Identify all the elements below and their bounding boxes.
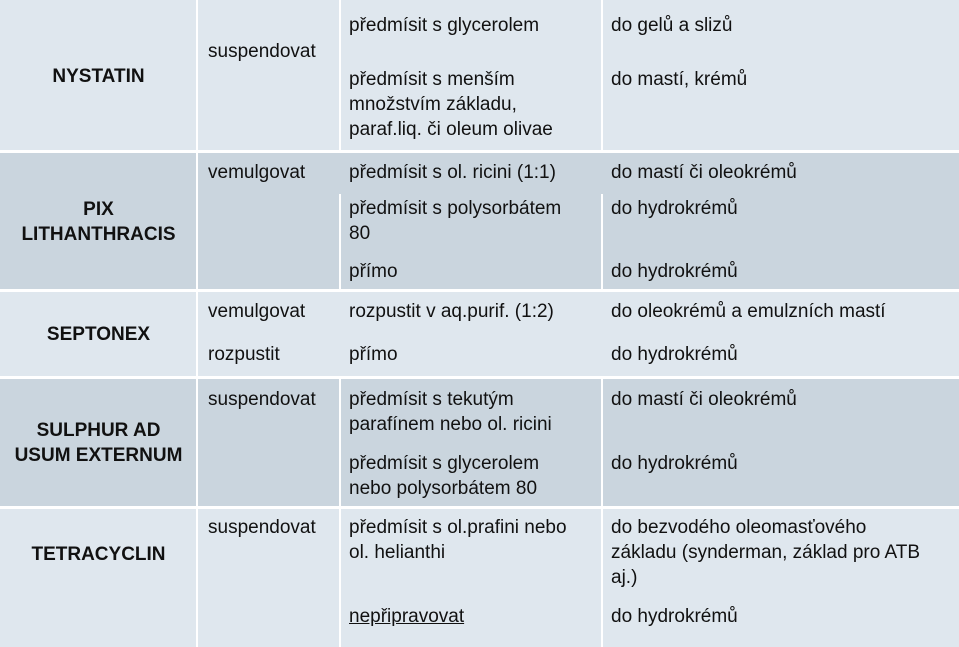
method-cell: suspendovat <box>208 389 316 410</box>
table-row <box>0 291 959 378</box>
target-cell: do hydrokrémů <box>611 344 738 365</box>
target-cell: do mastí či oleokrémů <box>611 389 797 410</box>
target-cell: do hydrokrémů <box>611 453 738 474</box>
target-cell: do gelů a slizů <box>611 15 733 36</box>
column-separator <box>339 194 341 289</box>
row-separator <box>0 289 959 292</box>
target-cell: do mastí, krémů <box>611 69 748 90</box>
technique-cell: předmísit s ol. ricini (1:1) <box>349 162 556 183</box>
table-row <box>0 378 959 508</box>
column-separator <box>196 0 198 647</box>
method-cell: vemulgovat <box>208 162 306 183</box>
drug-name: NYSTATIN <box>52 65 145 87</box>
drug-name: PIX LITHANTHRACIS <box>21 198 176 245</box>
method-cell: suspendovat <box>208 41 316 62</box>
target-cell: do hydrokrémů <box>611 606 738 627</box>
table-row <box>0 0 959 152</box>
method-cell: rozpustit <box>208 344 280 365</box>
technique-cell: předmísit s glycerolem <box>349 15 540 36</box>
column-separator <box>601 378 603 647</box>
drug-name: SEPTONEX <box>46 324 151 345</box>
target-cell: do mastí či oleokrémů <box>611 162 797 183</box>
technique-cell: předmísit s polysorbátem 80 <box>349 198 562 244</box>
row-separator <box>0 150 959 153</box>
technique-cell: přímo <box>349 261 398 282</box>
technique-cell: předmísit s glycerolem nebo polysorbátem 80 <box>349 453 540 499</box>
technique-cell: předmísit s menším množstvím základu, paraf.liq. či oleum olivae <box>349 69 553 140</box>
row-separator <box>0 506 959 509</box>
technique-cell: rozpustit v aq.purif. (1:2) <box>349 301 554 322</box>
column-separator <box>339 0 341 150</box>
technique-cell: přímo <box>349 344 398 365</box>
target-cell: do bezvodého oleomasťového základu (synderman, základ pro ATB aj.) <box>611 517 921 588</box>
column-separator <box>339 378 341 647</box>
method-cell: suspendovat <box>208 517 316 538</box>
target-cell: do hydrokrémů <box>611 261 738 282</box>
drug-name: SULPHUR AD USUM EXTERNUM <box>14 420 183 466</box>
technique-cell: nepřipravovat <box>349 606 465 627</box>
drug-name: TETRACYCLIN <box>31 543 166 565</box>
row-separator <box>0 376 959 379</box>
column-separator <box>601 0 603 150</box>
table-row <box>0 508 959 647</box>
target-cell: do hydrokrémů <box>611 198 738 219</box>
technique-cell: předmísit s ol.prafini nebo ol. helianthi <box>349 517 567 563</box>
table-row <box>0 152 959 291</box>
method-cell: vemulgovat <box>208 301 306 322</box>
column-separator <box>601 194 603 289</box>
technique-cell: předmísit s tekutým parafínem nebo ol. ricini <box>349 389 552 435</box>
target-cell: do oleokrémů a emulzních mastí <box>611 301 886 322</box>
